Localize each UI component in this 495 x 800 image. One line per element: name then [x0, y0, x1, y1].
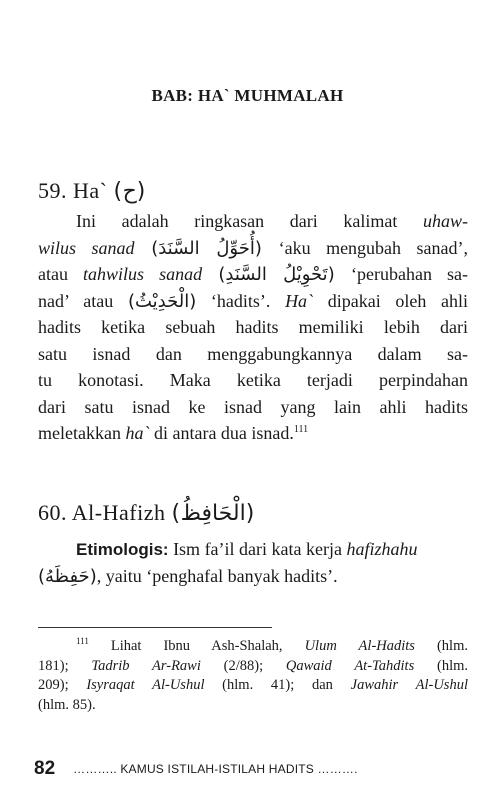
page-footer — [34, 758, 474, 786]
entry-59-line-8: dari satu isnad ke isnad yang lain ahli hadits — [38, 396, 468, 417]
entry-60-line-2: (حَفِظَهُ), yaitu ‘penghafal banyak hadits’. — [38, 565, 338, 587]
footnote-line-2: 181); Tadrib Ar-Rawi (2/88); Qawaid At-Tahdits (hlm. — [38, 657, 468, 674]
page-number: 82 — [34, 758, 56, 779]
entry-59-line-3: atau tahwilus sanad (تَحْوِيْلُ السَّنَدِ) ‘perubahan sa- — [38, 264, 468, 285]
entry-59-line-9: meletakkan ha` di antara dua isnad.$^{111}$ — [38, 423, 309, 443]
footnote-divider — [38, 627, 272, 628]
entry-59-line-1: Ini adalah ringkasan dari kalimat uhaw- — [76, 211, 468, 231]
entry-heading-59-label: 59. Ha` — [38, 178, 108, 203]
entry-59-body — [38, 208, 468, 447]
entry-heading-59 — [38, 178, 146, 204]
footnote — [38, 637, 468, 715]
entry-heading-59-arabic: (ح) — [113, 179, 146, 204]
footnote-line-1: $^{111}$ Lihat Ibnu Ash-Shalah, Ulum Al-Hadits (hlm. — [76, 636, 468, 654]
entry-59-line-5: hadits ketika sebuah hadits memiliki lebih dari — [38, 317, 468, 337]
entry-heading-60-label: 60. Al-Hafizh — [38, 500, 166, 525]
footnote-marker: 111 — [293, 424, 309, 435]
entry-59-line-2: wilus sanad (أُحَوِّلُ السَّنَدَ) ‘aku mengubah sanad’, — [38, 237, 469, 259]
etimologis-term: Etimologis: — [76, 540, 169, 559]
entry-59-line-4: nad’ atau (الْحَدِيْثُ) ‘hadits’. Ha` dipakai oleh ahli — [38, 290, 468, 312]
entry-heading-60-arabic: (الْحَافِظُ) — [171, 501, 255, 526]
entry-59-line-7: tu konotasi. Maka ketika terjadi perpindahan — [38, 370, 468, 390]
footnote-number: 111 — [76, 636, 89, 647]
footnote-line-4: (hlm. 85). — [38, 696, 96, 713]
entry-59-line-6: satu isnad dan menggabungkannya dalam sa- — [38, 343, 468, 364]
entry-heading-60 — [38, 500, 255, 526]
entry-60-line-1: Etimologis: Ism fa’il dari kata kerja hafizhahu — [76, 539, 418, 559]
entry-60-body — [38, 536, 468, 589]
running-title: ……….. KAMUS ISTILAH-ISTILAH HADITS ………. — [73, 762, 358, 776]
footnote-line-3: 209); Isyraqat Al-Ushul (hlm. 41); dan Jawahir Al-Ushul — [38, 677, 468, 693]
chapter-title: BAB: HA` MUHMALAH — [151, 86, 344, 105]
